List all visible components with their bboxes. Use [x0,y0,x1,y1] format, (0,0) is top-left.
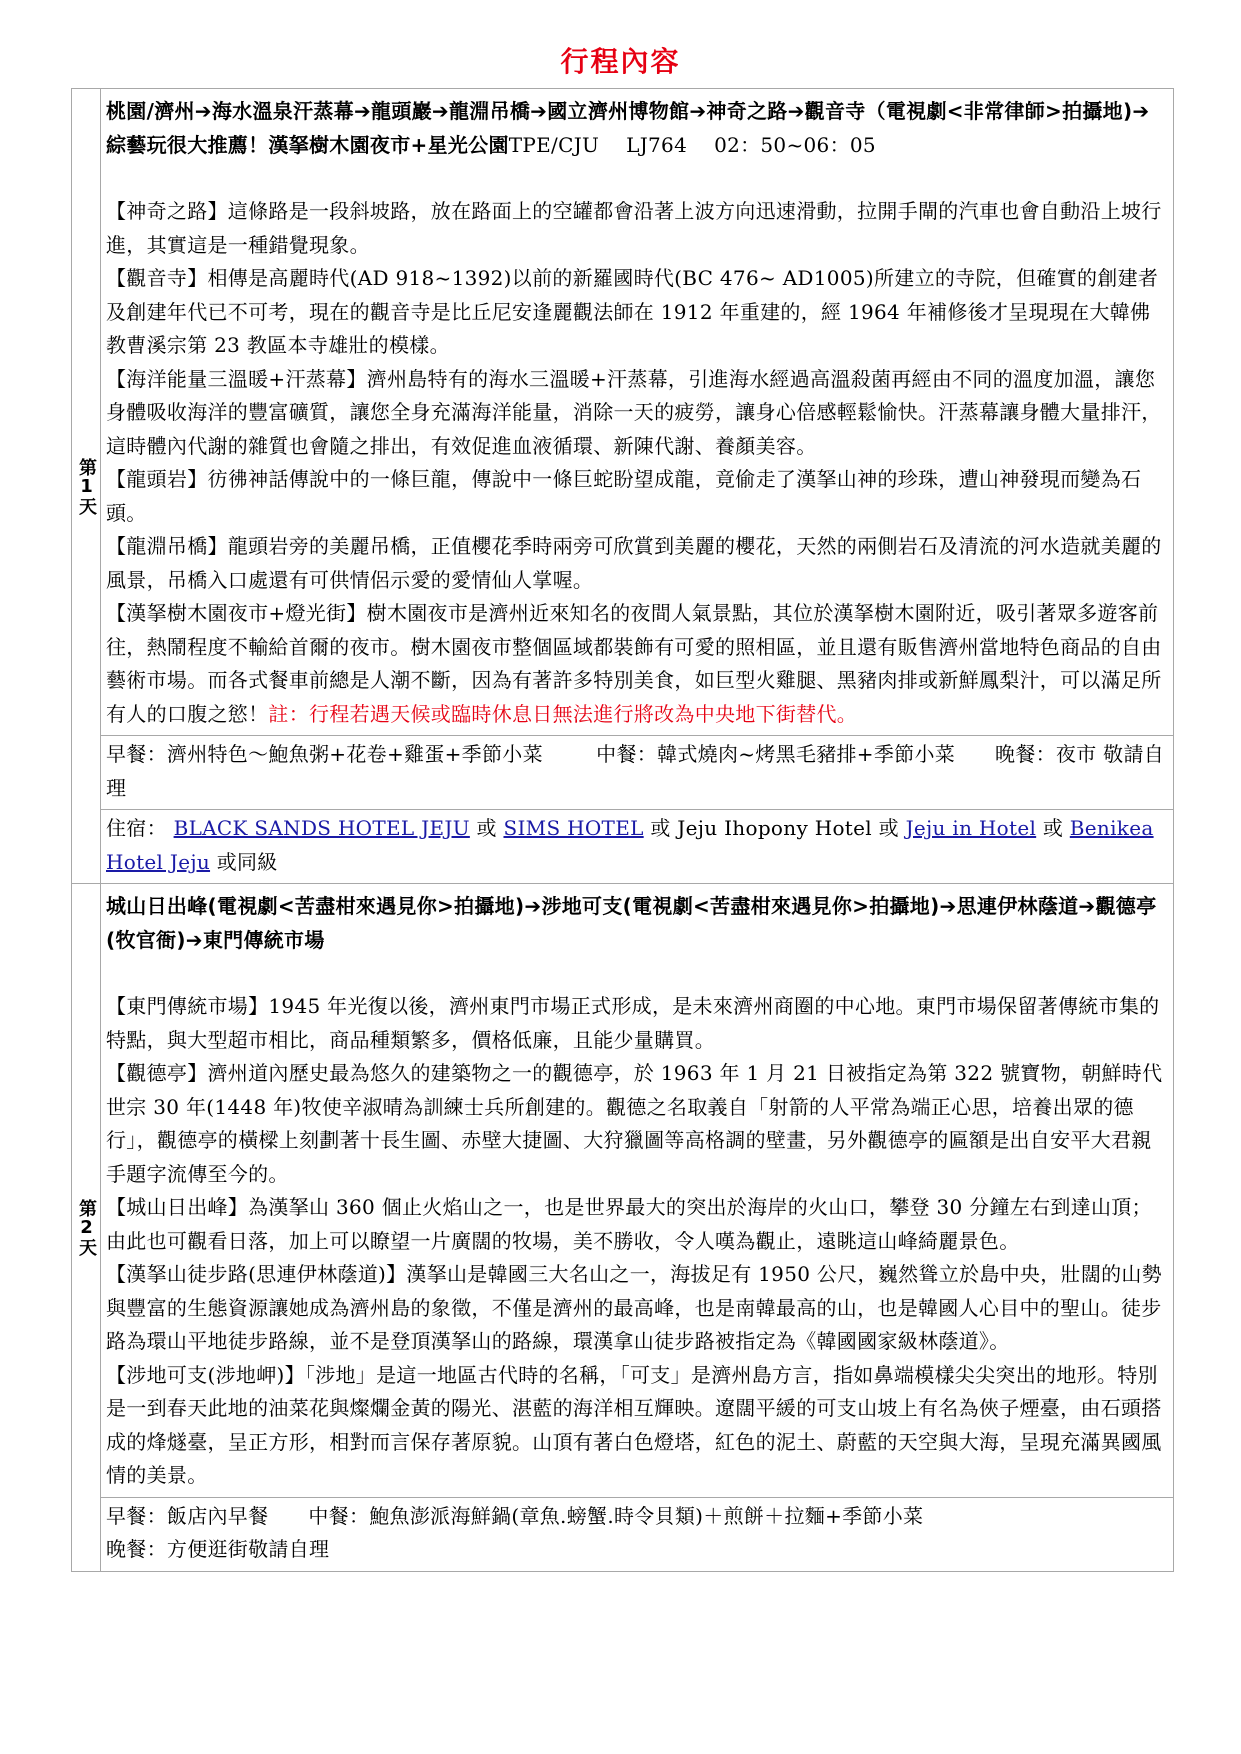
day1-paragraph: 【海洋能量三溫暖+汗蒸幕】濟州島特有的海水三溫暖+汗蒸幕，引進海水經過高溫殺菌再經由不同的溫度加溫，讓您身體吸收海洋的豐富礦質，讓您全身充滿海洋能量，消除一天的疲勞，讓身心倍感輕鬆愉快。汗蒸幕讓身體大量排汗，這時體內代謝的雜質也會隨之排出，有效促進血液循環、新陳代謝、養顏美容。 [106,366,1162,458]
day1-hotel-row [72,810,1174,884]
day2-meals-cell [101,1497,1174,1571]
itinerary-table [71,88,1174,1572]
day1-meals-cell [101,736,1174,810]
hotel-or: 或 [469,816,504,840]
day1-paragraph: 【觀音寺】相傳是高麗時代(AD 918~1392)以前的新羅國時代(BC 476~ AD1005)所建立的寺院，但確實的創建者及創建年代已不可考，現在的觀音寺是比丘尼安逢麗觀法師在 1912 年重建的，經 1964 年補修後才呈現現在大韓佛教曹溪宗第 23 教區本寺雄壯的模樣。 [106,266,1159,357]
page-title: 行程內容 [560,45,681,78]
day1-dinner: 晚餐：夜市 敬請自理 [106,742,1165,800]
day1-paragraph: 【龍頭岩】彷彿神話傳說中的一條巨龍，傳說中一條巨蛇盼望成龍，竟偷走了漢拏山神的珍珠，遭山神發現而變為石頭。 [106,467,1142,525]
day1-route-text: 桃園/濟州➔海水溫泉汗蒸幕➔龍頭巖➔龍淵吊橋➔國立濟州博物館➔神奇之路➔觀音寺（電視劇<非常律師>拍攝地)➔綜藝玩很大推薦！漢拏樹木園夜市+星光公園 [106,99,1150,157]
day2-breakfast: 早餐：飯店內早餐 [106,1503,269,1528]
day2-paragraph: 【城山日出峰】為漢拏山 360 個止火焰山之一，也是世界最大的突出於海岸的火山口，攀登 30 分鐘左右到達山頂；由此也可觀看日落，加上可以瞭望一片廣闊的牧場，美不勝收，令人嘆為觀止，遠眺這山峰綺麗景色。 [106,1195,1152,1253]
day1-lunch: 中餐：韓式燒肉~烤黑毛豬排+季節小菜 [596,742,956,766]
day1-breakfast: 早餐：濟州特色～鮑魚粥+花卷+雞蛋+季節小菜 [106,742,543,766]
day2-meals-row [72,1497,1174,1571]
day2-paragraph: 【漢拏山徒步路(思連伊林蔭道)】漢拏山是韓國三大名山之一，海拔足有 1950 公尺，巍然聳立於島中央，壯闊的山勢與豐富的生態資源讓她成為濟州島的象徵，不僅是濟州的最高峰，也是南韓最高的山，也是韓國人心目中的聖山。徒步路為環山平地徒步路線，並不是登頂漢拏山的路線，環漢拿山徒步路被指定為《韓國國家級林蔭道》。 [106,1262,1163,1353]
hotel-label: 住宿： [106,816,167,840]
hotel-tail: 或同級 [210,849,278,874]
day2-paragraph: 【東門傳統市場】1945 年光復以後，濟州東門市場正式形成，是未來濟州商圈的中心地。東門市場保留著傳統市集的特點，與大型超市相比，商品種類繁多，價格低廉，且能少量購買。 [106,994,1160,1052]
day2-content-row [72,884,1174,1498]
hotel-link-jeju-in[interactable]: Jeju in Hotel [905,816,1037,840]
day1-content-row [72,89,1174,736]
day1-paragraph: 【神奇之路】這條路是一段斜坡路，放在路面上的空罐都會沿著上波方向迅速滑動，拉開手閘的汽車也會自動沿上坡行進，其實這是一種錯覺現象。 [106,199,1162,257]
hotel-link-black-sands[interactable]: BLACK SANDS HOTEL JEJU [173,816,470,840]
day2-label: 第2天 [76,1198,97,1256]
day1-meals-row [72,736,1174,810]
hotel-or: 或 Jeju Ihopony Hotel 或 [643,816,906,840]
day1-flight: TPE/CJU LJ764 02：50~06：05 [508,132,876,157]
day2-dinner: 晚餐：方便逛街敬請自理 [106,1537,330,1561]
hotel-or: 或 [1036,816,1070,840]
day2-paragraph: 【觀德亭】濟州道內歷史最為悠久的建築物之一的觀德亭，於 1963 年 1 月 21 日被指定為第 322 號寶物，朝鮮時代世宗 30 年(1448 年)牧使辛淑晴為訓練士兵所創建的。觀德之名取義自「射箭的人平常為端正心思，培養出眾的德行」，觀德亭的橫樑上刻劃著十長生圖、赤壁大捷圖、大狩獵圖等高格調的壁畫，另外觀德亭的匾額是出自安平大君親手題字流傳至今的。 [106,1061,1163,1186]
day1-label-cell [72,89,101,884]
hotel-link-sims[interactable]: SIMS HOTEL [503,816,644,840]
weather-note: 註：行程若遇天候或臨時休息日無法進行將改為中央地下街替代。 [268,701,858,726]
day1-route [106,95,1169,162]
day1-paragraph-night-market [106,597,1169,731]
day2-detail-cell [101,884,1174,1498]
day1-paragraph: 【龍淵吊橋】龍頭岩旁的美麗吊橋，正值櫻花季時兩旁可欣賞到美麗的櫻花，天然的兩側岩石及清流的河水造就美麗的風景，吊橋入口處還有可供情侶示愛的愛情仙人掌喔。 [106,534,1162,592]
day1-label: 第1天 [76,457,97,515]
day1-detail-cell [101,89,1174,736]
day2-label-cell [72,884,101,1572]
night-market-text: 【漢拏樹木園夜市+燈光街】樹木園夜市是濟州近來知名的夜間人氣景點，其位於漢拏樹木園附近，吸引著眾多遊客前往，熱鬧程度不輸給首爾的夜市。樹木園夜市整個區域都裝飾有可愛的照相區，並且還有販售濟州當地特色商品的自由藝術市場。而各式餐車前總是人潮不斷，因為有著許多特別美食，如巨型火雞腿、黑豬肉排或新鮮鳳梨汁，可以滿足所有人的口腹之慾！ [106,601,1162,726]
day1-hotel-cell [101,810,1174,884]
day2-lunch: 中餐：鮑魚澎派海鮮鍋(章魚.螃蟹.時令貝類)＋煎餅＋拉麵+季節小菜 [308,1503,924,1528]
day2-route: 城山日出峰(電視劇<苦盡柑來遇見你>拍攝地)➔涉地可支(電視劇<苦盡柑來遇見你>拍攝地)➔思連伊林蔭道➔觀德亭(牧官衙)➔東門傳統市場 [106,894,1157,952]
day2-paragraph: 【涉地可支(涉地岬)】「涉地」是這一地區古代時的名稱，「可支」是濟州島方言，指如鼻端模樣尖尖突出的地形。特別是一到春天此地的油菜花與燦爛金黃的陽光、湛藍的海洋相互輝映。遼闊平緩的可支山坡上有名為俠子煙臺，由石頭搭成的烽燧臺，呈正方形，相對而言保存著原貌。山頂有著白色燈塔，紅色的泥土、蔚藍的天空與大海，呈現充滿異國風情的美景。 [106,1362,1162,1487]
hotel-link-benikea[interactable]: Benikea Hotel Jeju [106,816,1154,874]
